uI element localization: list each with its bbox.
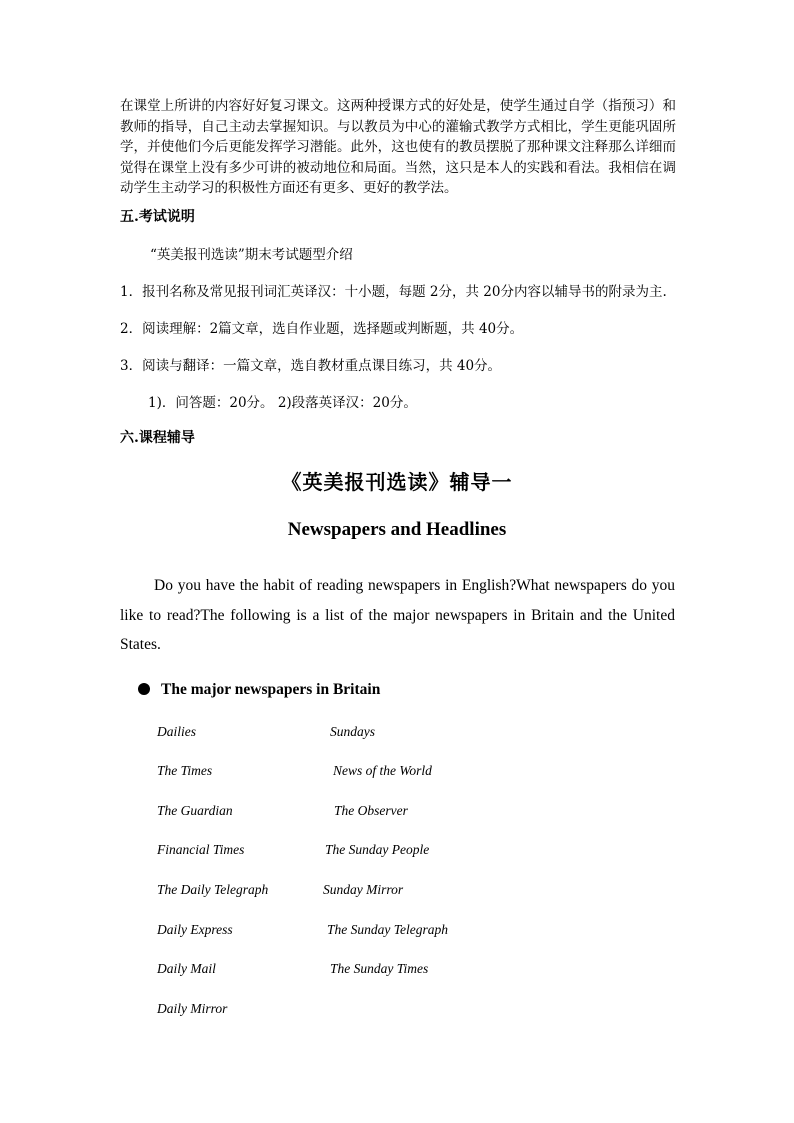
daily-paper-item: Daily Mirror [157,1001,228,1016]
exam-item-3: 3．阅读与翻译：一篇文章，选自教材重点课目练习，共 40分。 [120,358,502,374]
dailies-label: Dailies [157,724,196,739]
section-5-heading: 五.考试说明 [120,209,195,225]
sunday-paper-item: The Sunday Times [330,961,429,976]
daily-paper-item: Daily Express [157,922,233,937]
daily-paper-item: The Daily Telegraph [157,882,269,897]
daily-paper-item: The Guardian [157,803,233,818]
guide-title-en: Newspapers and Headlines [287,519,507,540]
sunday-paper-item: News of the World [333,763,432,778]
sunday-paper-item: The Sunday Telegraph [327,922,448,937]
sundays-label: Sundays [330,724,375,739]
britain-newspapers-heading-text: The major newspapers in Britain [161,681,381,698]
exam-format-subtitle: “英美报刊选读”期末考试题型介绍 [150,247,353,263]
intro-paragraph: 在课堂上所讲的内容好好复习课文。这两种授课方式的好处是，使学生通过自学（指预习）和教师的指导，自己主动去掌握知识。与以教员为中心的灌输式教学方式相比，学生更能巩固所学，并使他们今后更能发挥学习潜能。此外，这也使有的教员摆脱了那种课文注释那么详细而觉得在课堂上没有多少可讲的被动地位和局面。当然，这只是本人的实践和看法。我相信在调动学生主动学习的积极性方面还有更多、更好的教学法。 [120,98,676,196]
sunday-paper-item: The Observer [334,803,408,818]
guide-intro-paragraph: Do you have the habit of reading newspapers in English?What newspapers do you like to read?The following is a list of the major newspapers in Britain and the United States. [120,577,675,653]
britain-newspapers-heading [138,681,380,699]
exam-subitems: 1)．问答题：20分。 2)段落英译汉：20分。 [148,395,417,411]
exam-item-2: 2．阅读理解：2篇文章，选自作业题，选择题或判断题，共 40分。 [120,321,524,337]
daily-paper-item: The Times [157,763,213,778]
bullet-icon [138,683,150,695]
guide-title-cn: 《英美报刊选读》辅导一 [281,470,513,494]
sunday-paper-item: Sunday Mirror [323,882,404,897]
sunday-paper-item: The Sunday People [325,842,430,857]
exam-item-1: 1．报刊名称及常见报刊词汇英译汉：十小题，每题 2分，共 20分内容以辅导书的附录为主. [120,284,667,300]
daily-paper-item: Daily Mail [157,961,216,976]
section-6-heading: 六.课程辅导 [120,430,195,446]
daily-paper-item: Financial Times [157,842,245,857]
